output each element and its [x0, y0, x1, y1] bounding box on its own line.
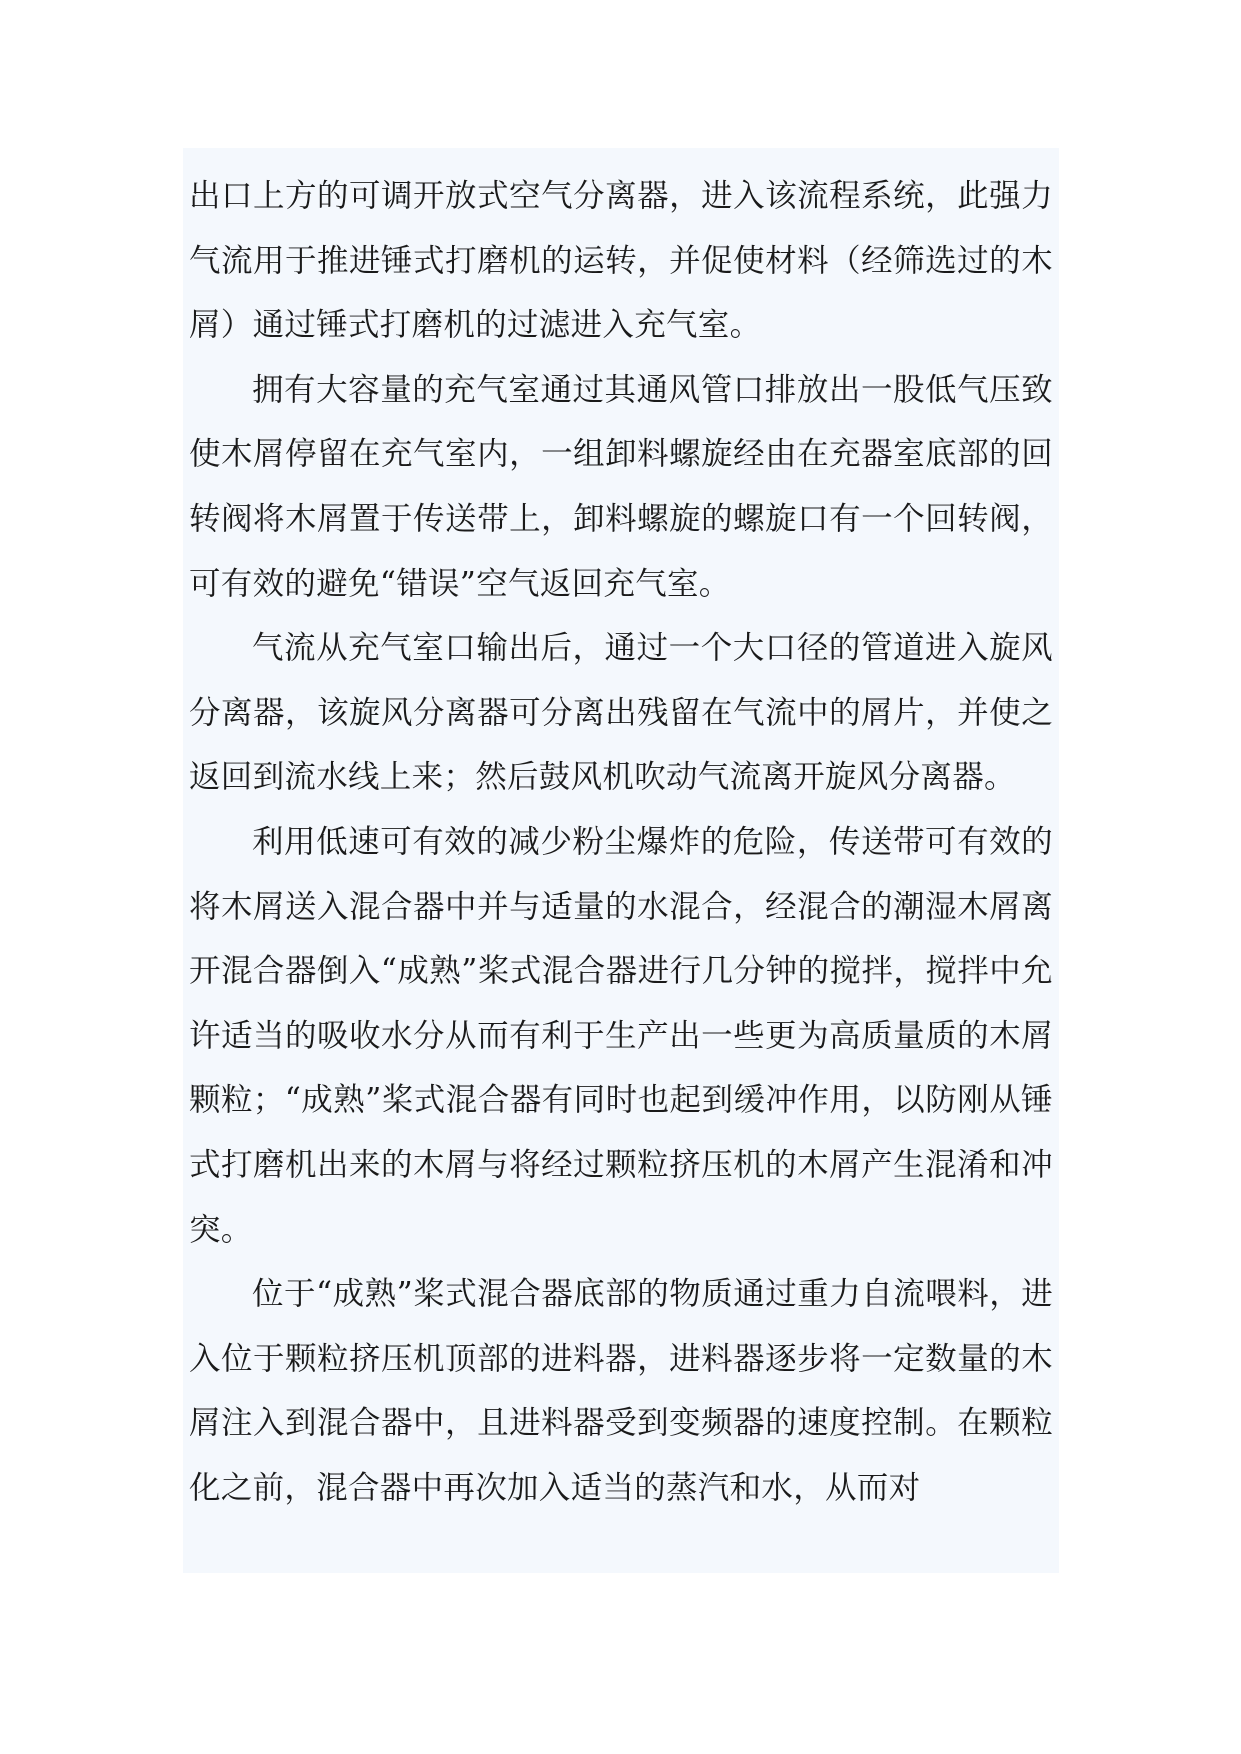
document-text-block	[183, 148, 1059, 1573]
paragraph-2: 拥有大容量的充气室通过其通风管口排放出一股低气压致使木屑停留在充气室内，一组卸料螺旋经由在充器室底部的回转阀将木屑置于传送带上，卸料螺旋的螺旋口有一个回转阀，可有效的避免“错误”空气返回充气室。	[189, 371, 1053, 602]
paragraph-5: 位于“成熟”桨式混合器底部的物质通过重力自流喂料，进入位于颗粒挤压机顶部的进料器，进料器逐步将一定数量的木屑注入到混合器中，且进料器受到变频器的速度控制。在颗粒化之前，混合器中再次加入适当的蒸汽和水，从而对	[189, 1276, 1053, 1506]
paragraph-1: 出口上方的可调开放式空气分离器，进入该流程系统，此强力气流用于推进锤式打磨机的运转，并促使材料（经筛选过的木屑）通过锤式打磨机的过滤进入充气室。	[189, 178, 1053, 344]
paragraph-3: 气流从充气室口输出后，通过一个大口径的管道进入旋风分离器，该旋风分离器可分离出残留在气流中的屑片，并使之返回到流水线上来；然后鼓风机吹动气流离开旋风分离器。	[189, 630, 1053, 796]
paragraph-4: 利用低速可有效的减少粉尘爆炸的危险，传送带可有效的将木屑送入混合器中并与适量的水混合，经混合的潮湿木屑离开混合器倒入“成熟”桨式混合器进行几分钟的搅拌，搅拌中允许适当的吸收水分从而有利于生产出一些更为高质量质的木屑颗粒；“成熟”桨式混合器有同时也起到缓冲作用，以防刚从锤式打磨机出来的木屑与将经过颗粒挤压机的木屑产生混淆和冲突。	[189, 823, 1053, 1248]
